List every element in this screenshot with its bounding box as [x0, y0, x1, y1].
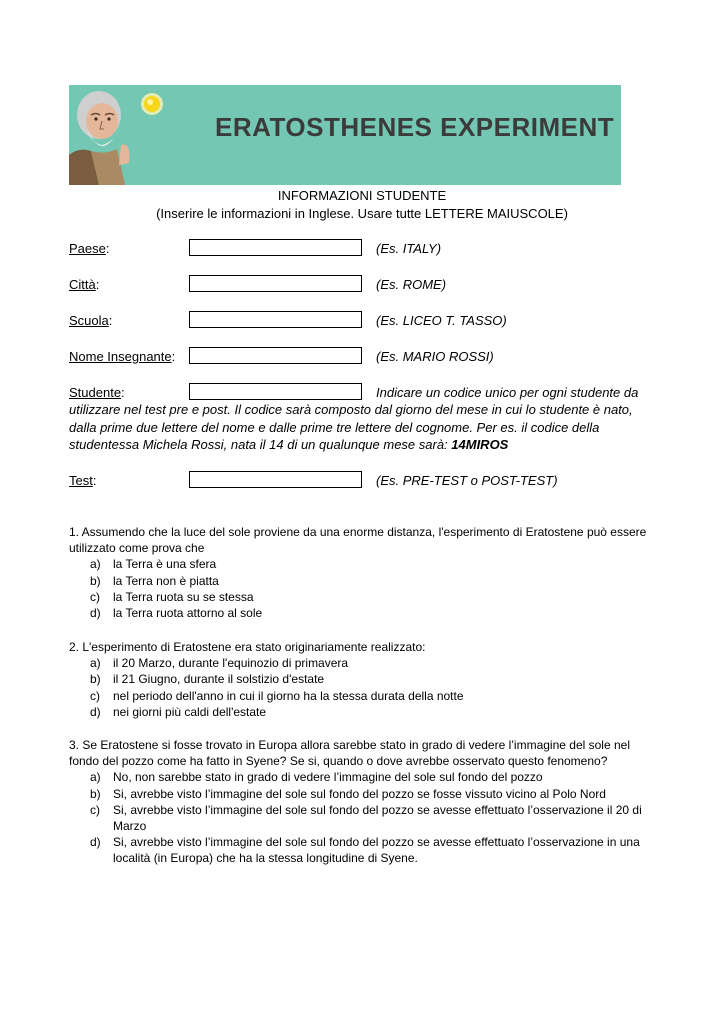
school-label: Scuola:: [69, 313, 113, 328]
student-instructions: utilizzare nel test pre e post. Il codice sarà composto dal giorno del mese in cui lo studente è nato, dalla prime due lettere del nome e dalle prime tre lettere del cognome. Per es. il codice della studentessa Michela Rossi, nata il 14 di un qualunque mese sarà: 14MIROS: [69, 402, 633, 453]
school-field[interactable]: [189, 311, 362, 328]
student-example-code: 14MIROS: [451, 437, 509, 453]
option-2c[interactable]: c) nel periodo dell'anno in cui il giorno ha la stessa durata della notte: [90, 688, 464, 703]
option-3a[interactable]: a) No, non sarebbe stato in grado di vedere l’immagine del sole sul fondo del pozzo: [90, 770, 543, 785]
option-3d[interactable]: d) Si, avrebbe visto l’immagine del sole sul fondo del pozzo se avesse effettuato l’osservazione in una località (in Europa) che ha la stessa longitudine di Syene.: [90, 835, 640, 866]
teacher-label: Nome Insegnante:: [69, 349, 176, 364]
question-2-text: 2. L'esperimento di Eratostene era stato originariamente realizzato:: [69, 640, 426, 654]
option-3c[interactable]: c) Si, avrebbe visto l’immagine del sole sul fondo del pozzo se avesse effettuato l’osservazione il 20 di Marzo: [90, 802, 642, 834]
option-1b[interactable]: b) la Terra non è piatta: [90, 573, 219, 588]
city-row: [69, 277, 669, 297]
country-row: [69, 241, 669, 261]
student-instructions-first-line: Indicare un codice unico per ogni studente da: [376, 385, 639, 400]
eratosthenes-portrait: [69, 85, 139, 185]
question-1: [69, 524, 659, 621]
banner-title: ERATOSTHENES EXPERIMENT: [215, 112, 615, 142]
form-title: INFORMAZIONI STUDENTE: [277, 188, 447, 203]
test-field[interactable]: [189, 471, 362, 488]
test-row: [69, 473, 669, 493]
teacher-field[interactable]: [189, 347, 362, 364]
option-2d[interactable]: d) nei giorni più caldi dell'estate: [90, 704, 267, 719]
question-3-text: 3. Se Eratostene si fosse trovato in Europa allora sarebbe stato in grado di vedere l’immagine del sole nel fondo del pozzo come ha fatto in Syene? Se si, quando o dove avrebbe osservato questo fenomeno?: [69, 738, 630, 769]
question-3: [69, 737, 659, 867]
option-1d[interactable]: d) la Terra ruota attorno al sole: [90, 606, 263, 621]
country-example: (Es. ITALY): [376, 241, 442, 256]
test-label: Test:: [69, 473, 97, 488]
city-label: Città:: [69, 277, 100, 292]
test-example: (Es. PRE-TEST o POST-TEST): [376, 473, 558, 488]
school-example: (Es. LICEO T. TASSO): [376, 313, 507, 328]
teacher-row: [69, 349, 669, 369]
question-2-options: [69, 655, 659, 720]
question-2: [69, 639, 659, 720]
option-2a[interactable]: a) il 20 Marzo, durante l'equinozio di primavera: [90, 656, 349, 671]
option-2b[interactable]: b) il 21 Giugno, durante il solstizio d'estate: [90, 672, 325, 687]
teacher-example: (Es. MARIO ROSSI): [376, 349, 494, 364]
question-3-options: [69, 769, 659, 866]
option-1a[interactable]: a) la Terra è una sfera: [90, 557, 217, 572]
form-subtitle: (Inserire le informazioni in Inglese. Usare tutte LETTERE MAIUSCOLE): [156, 206, 568, 221]
option-3b[interactable]: b) Si, avrebbe visto l’immagine del sole sul fondo del pozzo se fosse vissuto vicino al Polo Nord: [90, 786, 606, 801]
question-1-text: 1. Assumendo che la luce del sole proviene da una enorme distanza, l'esperimento di Eratostene può essere utilizzato come prova che: [69, 525, 647, 556]
student-label: Studente:: [69, 385, 125, 400]
question-1-options: [69, 556, 659, 621]
country-field[interactable]: [189, 239, 362, 256]
city-example: (Es. ROME): [376, 277, 447, 292]
country-label: Paese:: [69, 241, 110, 256]
sun-icon: [139, 91, 165, 117]
student-field[interactable]: [189, 383, 362, 400]
school-row: [69, 313, 669, 333]
city-field[interactable]: [189, 275, 362, 292]
option-1c[interactable]: c) la Terra ruota su se stessa: [90, 589, 254, 604]
header-banner: [69, 85, 621, 185]
